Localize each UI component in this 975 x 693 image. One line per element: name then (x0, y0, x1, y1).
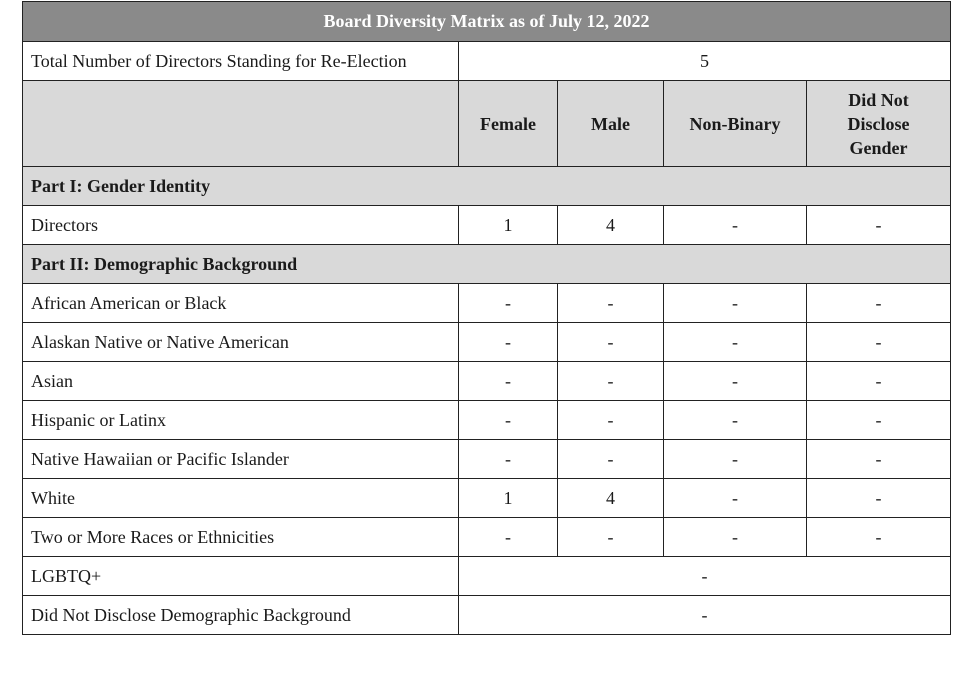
row-label: White (23, 479, 459, 518)
table-row (23, 284, 951, 323)
cell-female: - (459, 362, 558, 401)
cell-male: - (558, 401, 664, 440)
cell-female: - (459, 323, 558, 362)
table-row (23, 323, 951, 362)
matrix-title: Board Diversity Matrix as of July 12, 2022 (23, 2, 951, 42)
part1-heading-row (23, 167, 951, 206)
cell-undisclosed: - (807, 440, 951, 479)
row-label: LGBTQ+ (23, 557, 459, 596)
cell-non-binary: - (664, 362, 807, 401)
cell-undisclosed: - (807, 323, 951, 362)
column-header-row (23, 81, 951, 167)
column-header-male: Male (558, 81, 664, 167)
cell-male: - (558, 284, 664, 323)
table-row (23, 596, 951, 635)
table-row (23, 557, 951, 596)
cell-non-binary: - (664, 323, 807, 362)
merged-cell: - (459, 557, 951, 596)
cell-male: - (558, 362, 664, 401)
table-row (23, 206, 951, 245)
row-label: Two or More Races or Ethnicities (23, 518, 459, 557)
cell-male: - (558, 440, 664, 479)
cell-female: 1 (459, 479, 558, 518)
cell-undisclosed: - (807, 284, 951, 323)
total-directors-value: 5 (459, 42, 951, 81)
cell-female: 1 (459, 206, 558, 245)
cell-female: - (459, 401, 558, 440)
row-label: Asian (23, 362, 459, 401)
cell-undisclosed: - (807, 518, 951, 557)
board-diversity-matrix (22, 1, 951, 635)
cell-male: 4 (558, 206, 664, 245)
cell-undisclosed: - (807, 206, 951, 245)
row-label: Did Not Disclose Demographic Background (23, 596, 459, 635)
table-row (23, 362, 951, 401)
cell-male: - (558, 323, 664, 362)
merged-cell: - (459, 596, 951, 635)
cell-non-binary: - (664, 206, 807, 245)
cell-non-binary: - (664, 440, 807, 479)
cell-undisclosed: - (807, 362, 951, 401)
cell-female: - (459, 518, 558, 557)
cell-non-binary: - (664, 479, 807, 518)
cell-undisclosed: - (807, 479, 951, 518)
part1-heading: Part I: Gender Identity (23, 167, 951, 206)
cell-male: - (558, 518, 664, 557)
table-row (23, 518, 951, 557)
total-directors-row (23, 42, 951, 81)
cell-female: - (459, 440, 558, 479)
cell-non-binary: - (664, 401, 807, 440)
column-header-female: Female (459, 81, 558, 167)
table-row (23, 401, 951, 440)
part2-heading-row (23, 245, 951, 284)
row-label: Alaskan Native or Native American (23, 323, 459, 362)
cell-non-binary: - (664, 518, 807, 557)
table-row (23, 479, 951, 518)
total-directors-label: Total Number of Directors Standing for Re-Election (23, 42, 459, 81)
part2-heading: Part II: Demographic Background (23, 245, 951, 284)
column-header-undisclosed: Did Not Disclose Gender (807, 81, 951, 167)
row-label: Directors (23, 206, 459, 245)
column-header-non-binary: Non-Binary (664, 81, 807, 167)
row-label: Hispanic or Latinx (23, 401, 459, 440)
row-label: African American or Black (23, 284, 459, 323)
row-label: Native Hawaiian or Pacific Islander (23, 440, 459, 479)
cell-non-binary: - (664, 284, 807, 323)
cell-male: 4 (558, 479, 664, 518)
cell-female: - (459, 284, 558, 323)
column-header-blank (23, 81, 459, 167)
table-row (23, 440, 951, 479)
cell-undisclosed: - (807, 401, 951, 440)
